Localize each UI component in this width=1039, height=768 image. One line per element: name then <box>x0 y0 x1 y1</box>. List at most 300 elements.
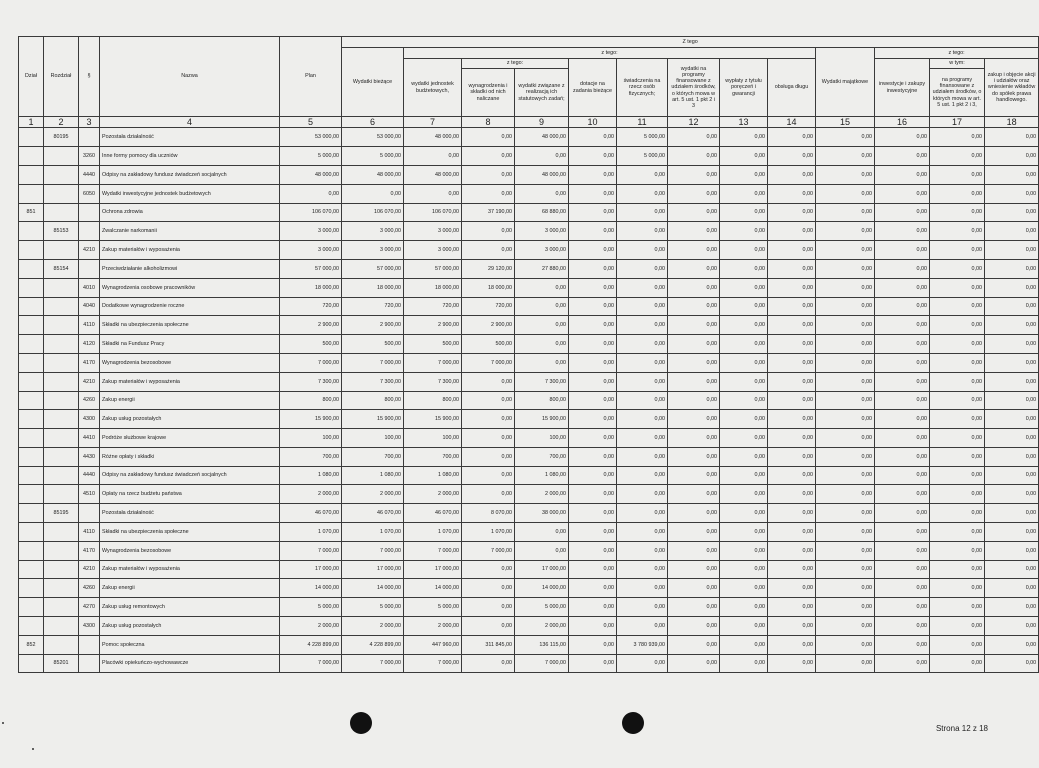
cell-value: 0,00 <box>617 165 668 184</box>
cell-nazwa: Zakup usług remontowych <box>100 598 280 617</box>
cell-value: 0,00 <box>668 203 720 222</box>
cell-paragraf <box>79 504 100 523</box>
cell-value: 17 000,00 <box>404 560 462 579</box>
cell-dzial <box>19 447 44 466</box>
cell-dzial <box>19 128 44 147</box>
cell-value: 0,00 <box>462 222 515 241</box>
cell-value: 14 000,00 <box>342 579 404 598</box>
table-header <box>19 37 1039 128</box>
header-inwestycje: inwestycje i zakupy inwestycyjne <box>875 59 930 117</box>
cell-value: 0,00 <box>985 372 1039 391</box>
cell-value: 100,00 <box>280 429 342 448</box>
cell-value: 0,00 <box>462 372 515 391</box>
cell-value: 0,00 <box>720 316 768 335</box>
cell-value: 0,00 <box>985 316 1039 335</box>
cell-value: 0,00 <box>569 353 617 372</box>
cell-value: 0,00 <box>985 617 1039 636</box>
cell-value: 0,00 <box>985 222 1039 241</box>
cell-value: 0,00 <box>668 560 720 579</box>
cell-value: 0,00 <box>617 259 668 278</box>
cell-value: 0,00 <box>569 560 617 579</box>
cell-value: 0,00 <box>930 541 985 560</box>
punch-hole-right <box>622 712 644 734</box>
cell-value: 0,00 <box>668 598 720 617</box>
cell-value: 0,00 <box>668 447 720 466</box>
cell-dzial <box>19 560 44 579</box>
cell-value: 0,00 <box>930 278 985 297</box>
cell-dzial <box>19 598 44 617</box>
cell-value: 0,00 <box>985 485 1039 504</box>
cell-value: 0,00 <box>875 335 930 354</box>
cell-value: 7 000,00 <box>515 654 569 673</box>
cell-value: 0,00 <box>515 353 569 372</box>
cell-value: 48 000,00 <box>515 165 569 184</box>
cell-rozdzial: 85195 <box>44 504 79 523</box>
cell-value: 0,00 <box>816 203 875 222</box>
cell-value: 3 000,00 <box>515 222 569 241</box>
header-dzial: Dział <box>19 37 44 117</box>
cell-value: 0,00 <box>985 598 1039 617</box>
cell-value: 0,00 <box>930 128 985 147</box>
cell-value: 15 900,00 <box>404 410 462 429</box>
cell-value: 1 070,00 <box>280 523 342 542</box>
cell-value: 0,00 <box>875 654 930 673</box>
cell-value: 48 000,00 <box>515 128 569 147</box>
cell-value: 0,00 <box>875 523 930 542</box>
cell-value: 0,00 <box>768 654 816 673</box>
cell-value: 37 190,00 <box>462 203 515 222</box>
cell-value: 53 000,00 <box>342 128 404 147</box>
cell-value: 0,00 <box>569 579 617 598</box>
cell-value: 700,00 <box>342 447 404 466</box>
cell-rozdzial: 80195 <box>44 128 79 147</box>
cell-paragraf: 4510 <box>79 485 100 504</box>
cell-value: 7 000,00 <box>404 541 462 560</box>
cell-dzial <box>19 278 44 297</box>
cell-value: 0,00 <box>668 391 720 410</box>
cell-value: 0,00 <box>569 335 617 354</box>
cell-value: 0,00 <box>720 222 768 241</box>
cell-value: 0,00 <box>875 579 930 598</box>
table-row <box>19 447 1039 466</box>
cell-value: 0,00 <box>720 203 768 222</box>
cell-paragraf: 4410 <box>79 429 100 448</box>
cell-value: 0,00 <box>342 184 404 203</box>
cell-value: 0,00 <box>816 184 875 203</box>
cell-nazwa: Różne opłaty i składki <box>100 447 280 466</box>
table-row <box>19 485 1039 504</box>
table-body <box>19 128 1039 673</box>
cell-value: 800,00 <box>342 391 404 410</box>
cell-value: 0,00 <box>668 429 720 448</box>
cell-value: 0,00 <box>617 316 668 335</box>
cell-value: 0,00 <box>668 635 720 654</box>
table-row <box>19 635 1039 654</box>
cell-paragraf <box>79 222 100 241</box>
table-row <box>19 335 1039 354</box>
cell-nazwa: Przeciwdziałanie alkoholizmowi <box>100 259 280 278</box>
cell-value: 17 000,00 <box>342 560 404 579</box>
cell-value: 15 900,00 <box>515 410 569 429</box>
cell-value: 0,00 <box>768 222 816 241</box>
header-wydatki-jednostek: wydatki jednostek budżetowych, <box>404 59 462 117</box>
cell-value: 0,00 <box>617 541 668 560</box>
cell-value: 0,00 <box>875 560 930 579</box>
cell-value: 0,00 <box>930 391 985 410</box>
table-row <box>19 259 1039 278</box>
cell-value: 14 000,00 <box>404 579 462 598</box>
cell-dzial <box>19 147 44 166</box>
cell-nazwa: Wydatki inwestycyjne jednostek budżetowych <box>100 184 280 203</box>
cell-value: 7 000,00 <box>404 353 462 372</box>
cell-rozdzial <box>44 203 79 222</box>
cell-dzial <box>19 184 44 203</box>
cell-value: 0,00 <box>668 485 720 504</box>
cell-value: 0,00 <box>569 372 617 391</box>
cell-paragraf <box>79 654 100 673</box>
cell-value: 18 000,00 <box>342 278 404 297</box>
table-row <box>19 523 1039 542</box>
cell-rozdzial <box>44 598 79 617</box>
cell-value: 0,00 <box>930 297 985 316</box>
cell-value: 0,00 <box>985 410 1039 429</box>
cell-value: 700,00 <box>515 447 569 466</box>
cell-value: 2 900,00 <box>404 316 462 335</box>
cell-value: 0,00 <box>985 278 1039 297</box>
cell-paragraf: 4040 <box>79 297 100 316</box>
cell-value: 0,00 <box>617 485 668 504</box>
cell-nazwa: Zakup usług pozostałych <box>100 410 280 429</box>
cell-value: 0,00 <box>816 241 875 260</box>
cell-value: 100,00 <box>404 429 462 448</box>
cell-value: 0,00 <box>768 353 816 372</box>
column-number: 18 <box>985 117 1039 128</box>
cell-dzial <box>19 353 44 372</box>
cell-value: 1 080,00 <box>515 466 569 485</box>
cell-value: 0,00 <box>768 523 816 542</box>
cell-value: 0,00 <box>875 391 930 410</box>
cell-value: 0,00 <box>816 297 875 316</box>
cell-nazwa: Zakup materiałów i wyposażenia <box>100 560 280 579</box>
cell-value: 0,00 <box>569 391 617 410</box>
cell-value: 2 000,00 <box>515 617 569 636</box>
cell-value: 0,00 <box>617 335 668 354</box>
table-row <box>19 560 1039 579</box>
cell-value: 27 880,00 <box>515 259 569 278</box>
cell-value: 0,00 <box>720 241 768 260</box>
cell-value: 0,00 <box>462 447 515 466</box>
cell-value: 3 000,00 <box>280 241 342 260</box>
cell-value: 0,00 <box>985 466 1039 485</box>
cell-value: 0,00 <box>816 128 875 147</box>
cell-value: 7 300,00 <box>515 372 569 391</box>
cell-dzial <box>19 654 44 673</box>
cell-value: 2 000,00 <box>280 617 342 636</box>
cell-value: 0,00 <box>985 259 1039 278</box>
cell-value: 0,00 <box>816 165 875 184</box>
cell-value: 0,00 <box>768 410 816 429</box>
cell-rozdzial <box>44 447 79 466</box>
cell-value: 1 080,00 <box>280 466 342 485</box>
cell-value: 0,00 <box>985 353 1039 372</box>
cell-dzial <box>19 429 44 448</box>
cell-value: 0,00 <box>768 203 816 222</box>
cell-value: 8 070,00 <box>462 504 515 523</box>
cell-value: 0,00 <box>875 297 930 316</box>
cell-nazwa: Zakup energii <box>100 391 280 410</box>
cell-rozdzial <box>44 316 79 335</box>
header-wyplaty: wypłaty z tytułu poręczeń i gwarancji <box>720 59 768 117</box>
cell-value: 0,00 <box>569 278 617 297</box>
cell-value: 0,00 <box>462 617 515 636</box>
cell-value: 0,00 <box>462 241 515 260</box>
cell-paragraf: 3260 <box>79 147 100 166</box>
cell-nazwa: Zakup energii <box>100 579 280 598</box>
cell-value: 100,00 <box>342 429 404 448</box>
cell-value: 0,00 <box>617 372 668 391</box>
cell-value: 0,00 <box>816 147 875 166</box>
cell-value: 0,00 <box>768 466 816 485</box>
cell-value: 5 000,00 <box>515 598 569 617</box>
cell-value: 0,00 <box>462 410 515 429</box>
cell-nazwa: Pozostała działalność <box>100 128 280 147</box>
cell-paragraf: 4300 <box>79 617 100 636</box>
cell-value: 0,00 <box>668 241 720 260</box>
cell-nazwa: Opłaty na rzecz budżetu państwa <box>100 485 280 504</box>
cell-value: 68 880,00 <box>515 203 569 222</box>
cell-value: 0,00 <box>617 222 668 241</box>
cell-value: 0,00 <box>569 504 617 523</box>
cell-value: 17 000,00 <box>280 560 342 579</box>
cell-value: 0,00 <box>668 222 720 241</box>
cell-value: 0,00 <box>930 466 985 485</box>
cell-value: 0,00 <box>816 429 875 448</box>
cell-value: 0,00 <box>515 184 569 203</box>
cell-value: 0,00 <box>930 147 985 166</box>
table-row <box>19 353 1039 372</box>
cell-value: 46 070,00 <box>404 504 462 523</box>
cell-value: 500,00 <box>280 335 342 354</box>
cell-value: 0,00 <box>985 635 1039 654</box>
cell-nazwa: Wynagrodzenia bezosobowe <box>100 353 280 372</box>
cell-value: 0,00 <box>816 504 875 523</box>
cell-paragraf: 6050 <box>79 184 100 203</box>
cell-paragraf <box>79 635 100 654</box>
cell-value: 0,00 <box>617 353 668 372</box>
cell-rozdzial <box>44 278 79 297</box>
cell-nazwa: Ochrona zdrowia <box>100 203 280 222</box>
cell-value: 0,00 <box>768 165 816 184</box>
cell-rozdzial <box>44 297 79 316</box>
cell-value: 57 000,00 <box>280 259 342 278</box>
cell-value: 3 000,00 <box>404 222 462 241</box>
cell-value: 0,00 <box>875 466 930 485</box>
cell-value: 0,00 <box>985 654 1039 673</box>
cell-value: 57 000,00 <box>342 259 404 278</box>
cell-value: 0,00 <box>569 523 617 542</box>
cell-value: 0,00 <box>816 466 875 485</box>
budget-table <box>18 36 1039 673</box>
cell-value: 1 080,00 <box>342 466 404 485</box>
cell-value: 0,00 <box>768 617 816 636</box>
cell-value: 0,00 <box>668 579 720 598</box>
cell-value: 0,00 <box>875 504 930 523</box>
cell-value: 0,00 <box>404 147 462 166</box>
cell-paragraf: 4300 <box>79 410 100 429</box>
header-z-tego-top: Z tego <box>342 37 1039 48</box>
cell-value: 48 000,00 <box>342 165 404 184</box>
cell-value: 0,00 <box>930 222 985 241</box>
cell-value: 14 000,00 <box>280 579 342 598</box>
column-number: 16 <box>875 117 930 128</box>
cell-value: 0,00 <box>617 466 668 485</box>
header-obsluga: obsługa długu <box>768 59 816 117</box>
cell-value: 0,00 <box>816 372 875 391</box>
header-zakup-akcji: zakup i objęcie akcji i udziałów oraz wniesienie wkładów do spółek prawa handlowego. <box>985 59 1039 117</box>
cell-value: 2 000,00 <box>342 617 404 636</box>
header-wydatki-biezace: Wydatki bieżące <box>342 48 404 117</box>
cell-value: 0,00 <box>668 466 720 485</box>
cell-value: 0,00 <box>720 654 768 673</box>
cell-value: 0,00 <box>768 541 816 560</box>
cell-nazwa: Wynagrodzenia bezosobowe <box>100 541 280 560</box>
cell-value: 0,00 <box>668 654 720 673</box>
cell-paragraf <box>79 203 100 222</box>
column-number: 7 <box>404 117 462 128</box>
cell-value: 15 900,00 <box>280 410 342 429</box>
cell-value: 0,00 <box>816 635 875 654</box>
column-number: 17 <box>930 117 985 128</box>
cell-value: 0,00 <box>875 203 930 222</box>
cell-value: 0,00 <box>668 353 720 372</box>
cell-value: 46 070,00 <box>280 504 342 523</box>
cell-value: 0,00 <box>720 410 768 429</box>
cell-value: 0,00 <box>569 316 617 335</box>
cell-nazwa: Zakup materiałów i wyposażenia <box>100 372 280 391</box>
cell-value: 7 300,00 <box>280 372 342 391</box>
cell-value: 0,00 <box>875 147 930 166</box>
scan-speck <box>32 748 34 750</box>
header-wydatki-programy: wydatki na programy finansowane z udziałem środków, o których mowa w art. 5 ust. 1 pkt 2 i 3 <box>668 59 720 117</box>
cell-value: 0,00 <box>930 447 985 466</box>
cell-value: 0,00 <box>875 541 930 560</box>
cell-value: 5 000,00 <box>404 598 462 617</box>
cell-value: 0,00 <box>985 147 1039 166</box>
table-row <box>19 165 1039 184</box>
cell-value: 0,00 <box>985 297 1039 316</box>
cell-dzial <box>19 523 44 542</box>
cell-value: 0,00 <box>816 485 875 504</box>
cell-dzial <box>19 241 44 260</box>
cell-dzial <box>19 372 44 391</box>
cell-value: 0,00 <box>930 184 985 203</box>
table-row <box>19 184 1039 203</box>
cell-rozdzial <box>44 523 79 542</box>
cell-value: 0,00 <box>668 523 720 542</box>
cell-value: 2 000,00 <box>515 485 569 504</box>
cell-value: 0,00 <box>875 635 930 654</box>
cell-value: 0,00 <box>720 523 768 542</box>
column-number: 4 <box>100 117 280 128</box>
cell-value: 2 900,00 <box>280 316 342 335</box>
cell-value: 5 000,00 <box>617 147 668 166</box>
cell-value: 0,00 <box>462 598 515 617</box>
cell-dzial <box>19 617 44 636</box>
cell-value: 7 000,00 <box>462 353 515 372</box>
cell-value: 0,00 <box>875 184 930 203</box>
cell-value: 3 000,00 <box>404 241 462 260</box>
cell-value: 0,00 <box>569 485 617 504</box>
cell-value: 0,00 <box>816 541 875 560</box>
table-row <box>19 466 1039 485</box>
cell-nazwa: Inne formy pomocy dla uczniów <box>100 147 280 166</box>
cell-value: 0,00 <box>930 203 985 222</box>
cell-value: 3 000,00 <box>515 241 569 260</box>
cell-value: 0,00 <box>930 504 985 523</box>
cell-value: 0,00 <box>515 523 569 542</box>
cell-value: 0,00 <box>985 447 1039 466</box>
cell-value: 800,00 <box>515 391 569 410</box>
cell-value: 0,00 <box>875 372 930 391</box>
cell-value: 0,00 <box>617 447 668 466</box>
header-wynagrodzenia: wynagrodzenia i składki od nich naliczane <box>462 69 515 117</box>
cell-dzial <box>19 579 44 598</box>
cell-value: 0,00 <box>875 598 930 617</box>
cell-value: 800,00 <box>404 391 462 410</box>
cell-value: 7 000,00 <box>342 541 404 560</box>
cell-value: 0,00 <box>569 410 617 429</box>
cell-value: 0,00 <box>768 391 816 410</box>
column-number: 8 <box>462 117 515 128</box>
cell-value: 0,00 <box>875 617 930 636</box>
cell-value: 0,00 <box>515 541 569 560</box>
cell-rozdzial <box>44 579 79 598</box>
cell-value: 0,00 <box>816 278 875 297</box>
cell-value: 0,00 <box>462 128 515 147</box>
cell-value: 48 000,00 <box>404 128 462 147</box>
cell-dzial <box>19 485 44 504</box>
cell-value: 0,00 <box>720 278 768 297</box>
cell-value: 0,00 <box>768 598 816 617</box>
cell-value: 0,00 <box>720 184 768 203</box>
cell-dzial <box>19 297 44 316</box>
cell-nazwa: Odpisy na zakładowy fundusz świadczeń socjalnych <box>100 466 280 485</box>
cell-nazwa: Zwalczanie narkomanii <box>100 222 280 241</box>
cell-value: 0,00 <box>930 410 985 429</box>
cell-value: 0,00 <box>569 165 617 184</box>
cell-value: 0,00 <box>462 147 515 166</box>
cell-paragraf <box>79 259 100 278</box>
cell-rozdzial: 85153 <box>44 222 79 241</box>
cell-value: 2 000,00 <box>404 617 462 636</box>
cell-paragraf: 4440 <box>79 165 100 184</box>
cell-value: 5 000,00 <box>280 598 342 617</box>
header-z-tego-majatkowe: z tego: <box>875 48 1039 59</box>
cell-nazwa: Pozostała działalność <box>100 504 280 523</box>
table-row <box>19 410 1039 429</box>
cell-value: 53 000,00 <box>280 128 342 147</box>
cell-nazwa: Wynagrodzenia osobowe pracowników <box>100 278 280 297</box>
cell-dzial <box>19 222 44 241</box>
cell-value: 0,00 <box>768 335 816 354</box>
cell-value: 0,00 <box>617 504 668 523</box>
cell-value: 29 120,00 <box>462 259 515 278</box>
table-row <box>19 278 1039 297</box>
table-row <box>19 391 1039 410</box>
table-row <box>19 579 1039 598</box>
cell-nazwa: Placówki opiekuńczo-wychowawcze <box>100 654 280 673</box>
table-row <box>19 654 1039 673</box>
